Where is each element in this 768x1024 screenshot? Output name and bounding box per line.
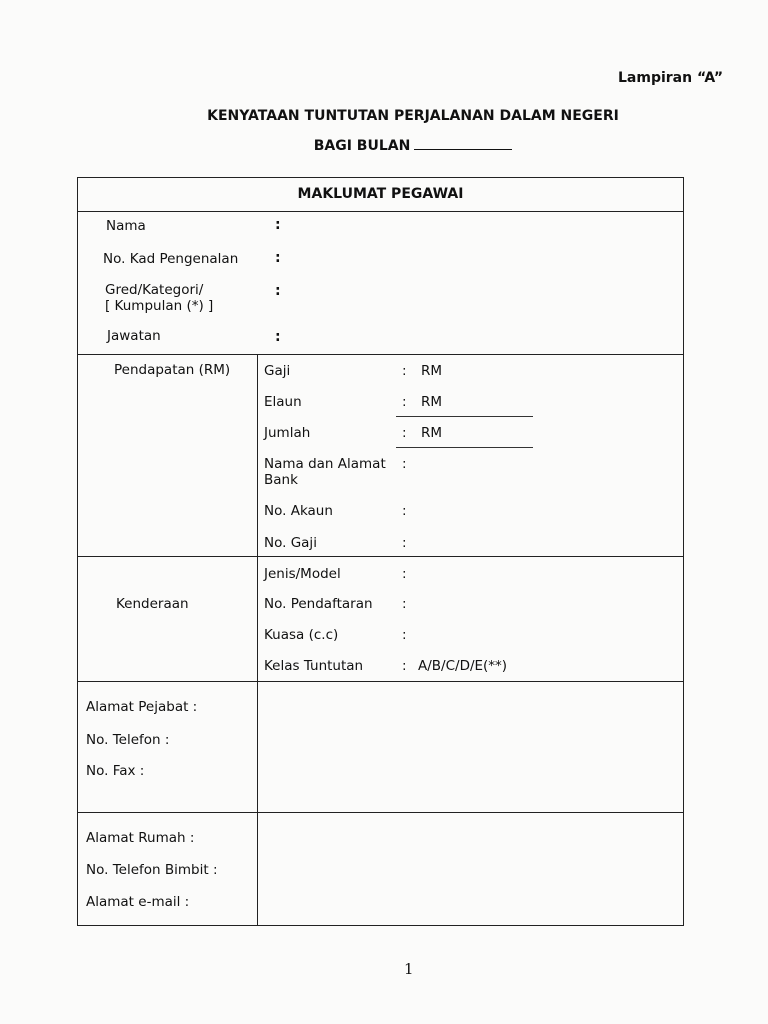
pendaftaran-label: No. Pendaftaran: [264, 596, 373, 612]
gred-colon: :: [275, 283, 281, 299]
table-bottom-border: [77, 925, 684, 926]
jumlah-label: Jumlah: [264, 425, 311, 441]
income-divider: [77, 556, 684, 557]
jenis-colon: :: [402, 566, 407, 582]
kelas-colon: :: [402, 658, 407, 674]
section-header: MAKLUMAT PEGAWAI: [297, 186, 464, 202]
akaun-colon: :: [402, 503, 407, 519]
telefon-label: No. Telefon :: [86, 732, 170, 748]
elaun-underline: [396, 416, 533, 417]
jumlah-rm: RM: [421, 425, 443, 441]
alamat-rumah-label: Alamat Rumah :: [86, 830, 195, 846]
nama-colon: :: [275, 217, 281, 233]
jumlah-underline: [396, 447, 533, 448]
appendix-label: Lampiran “A”: [618, 70, 724, 86]
ic-colon: :: [275, 250, 281, 266]
table-left-border: [77, 177, 78, 926]
jenis-label: Jenis/Model: [264, 566, 341, 582]
kuasa-colon: :: [402, 627, 407, 643]
elaun-colon: :: [402, 394, 407, 410]
header-divider: [77, 211, 684, 212]
bank-colon: :: [402, 456, 407, 472]
alamat-pejabat-label: Alamat Pejabat :: [86, 699, 198, 715]
kumpulan-label: [ Kumpulan (*) ]: [105, 298, 214, 314]
form-title: KENYATAAN TUNTUTAN PERJALANAN DALAM NEGERI: [207, 108, 619, 124]
gaji-colon: :: [402, 363, 407, 379]
gred-label: Gred/Kategori/: [105, 282, 204, 298]
telefon-bimbit-label: No. Telefon Bimbit :: [86, 862, 218, 878]
nama-label: Nama: [106, 218, 146, 234]
gaji-rm: RM: [421, 363, 443, 379]
jumlah-colon: :: [402, 425, 407, 441]
office-divider: [77, 812, 684, 813]
pendapatan-label: Pendapatan (RM): [114, 362, 231, 378]
jawatan-colon: :: [275, 329, 281, 345]
kelas-value: A/B/C/D/E(**): [418, 658, 508, 674]
fax-label: No. Fax :: [86, 763, 145, 779]
ic-label: No. Kad Pengenalan: [103, 251, 239, 267]
bank-label: Nama dan Alamat Bank: [264, 456, 386, 488]
elaun-rm: RM: [421, 394, 443, 410]
kelas-label: Kelas Tuntutan: [264, 658, 364, 674]
form-subtitle: [0, 135, 768, 154]
jawatan-label: Jawatan: [107, 328, 161, 344]
no-gaji-colon: :: [402, 535, 407, 551]
elaun-label: Elaun: [264, 394, 302, 410]
email-label: Alamat e-mail :: [86, 894, 190, 910]
table-column-divider: [257, 354, 258, 926]
pendaftaran-colon: :: [402, 596, 407, 612]
kenderaan-label: Kenderaan: [116, 596, 189, 612]
page-number: 1: [404, 960, 414, 978]
kuasa-label: Kuasa (c.c): [264, 627, 339, 643]
no-gaji-label: No. Gaji: [264, 535, 317, 551]
personal-divider: [77, 354, 684, 355]
month-label: BAGI BULAN: [313, 138, 411, 154]
gaji-label: Gaji: [264, 363, 291, 379]
month-blank[interactable]: [414, 135, 512, 150]
table-right-border: [683, 177, 684, 926]
akaun-label: No. Akaun: [264, 503, 333, 519]
table-top-border: [77, 177, 684, 178]
vehicle-divider: [77, 681, 684, 682]
